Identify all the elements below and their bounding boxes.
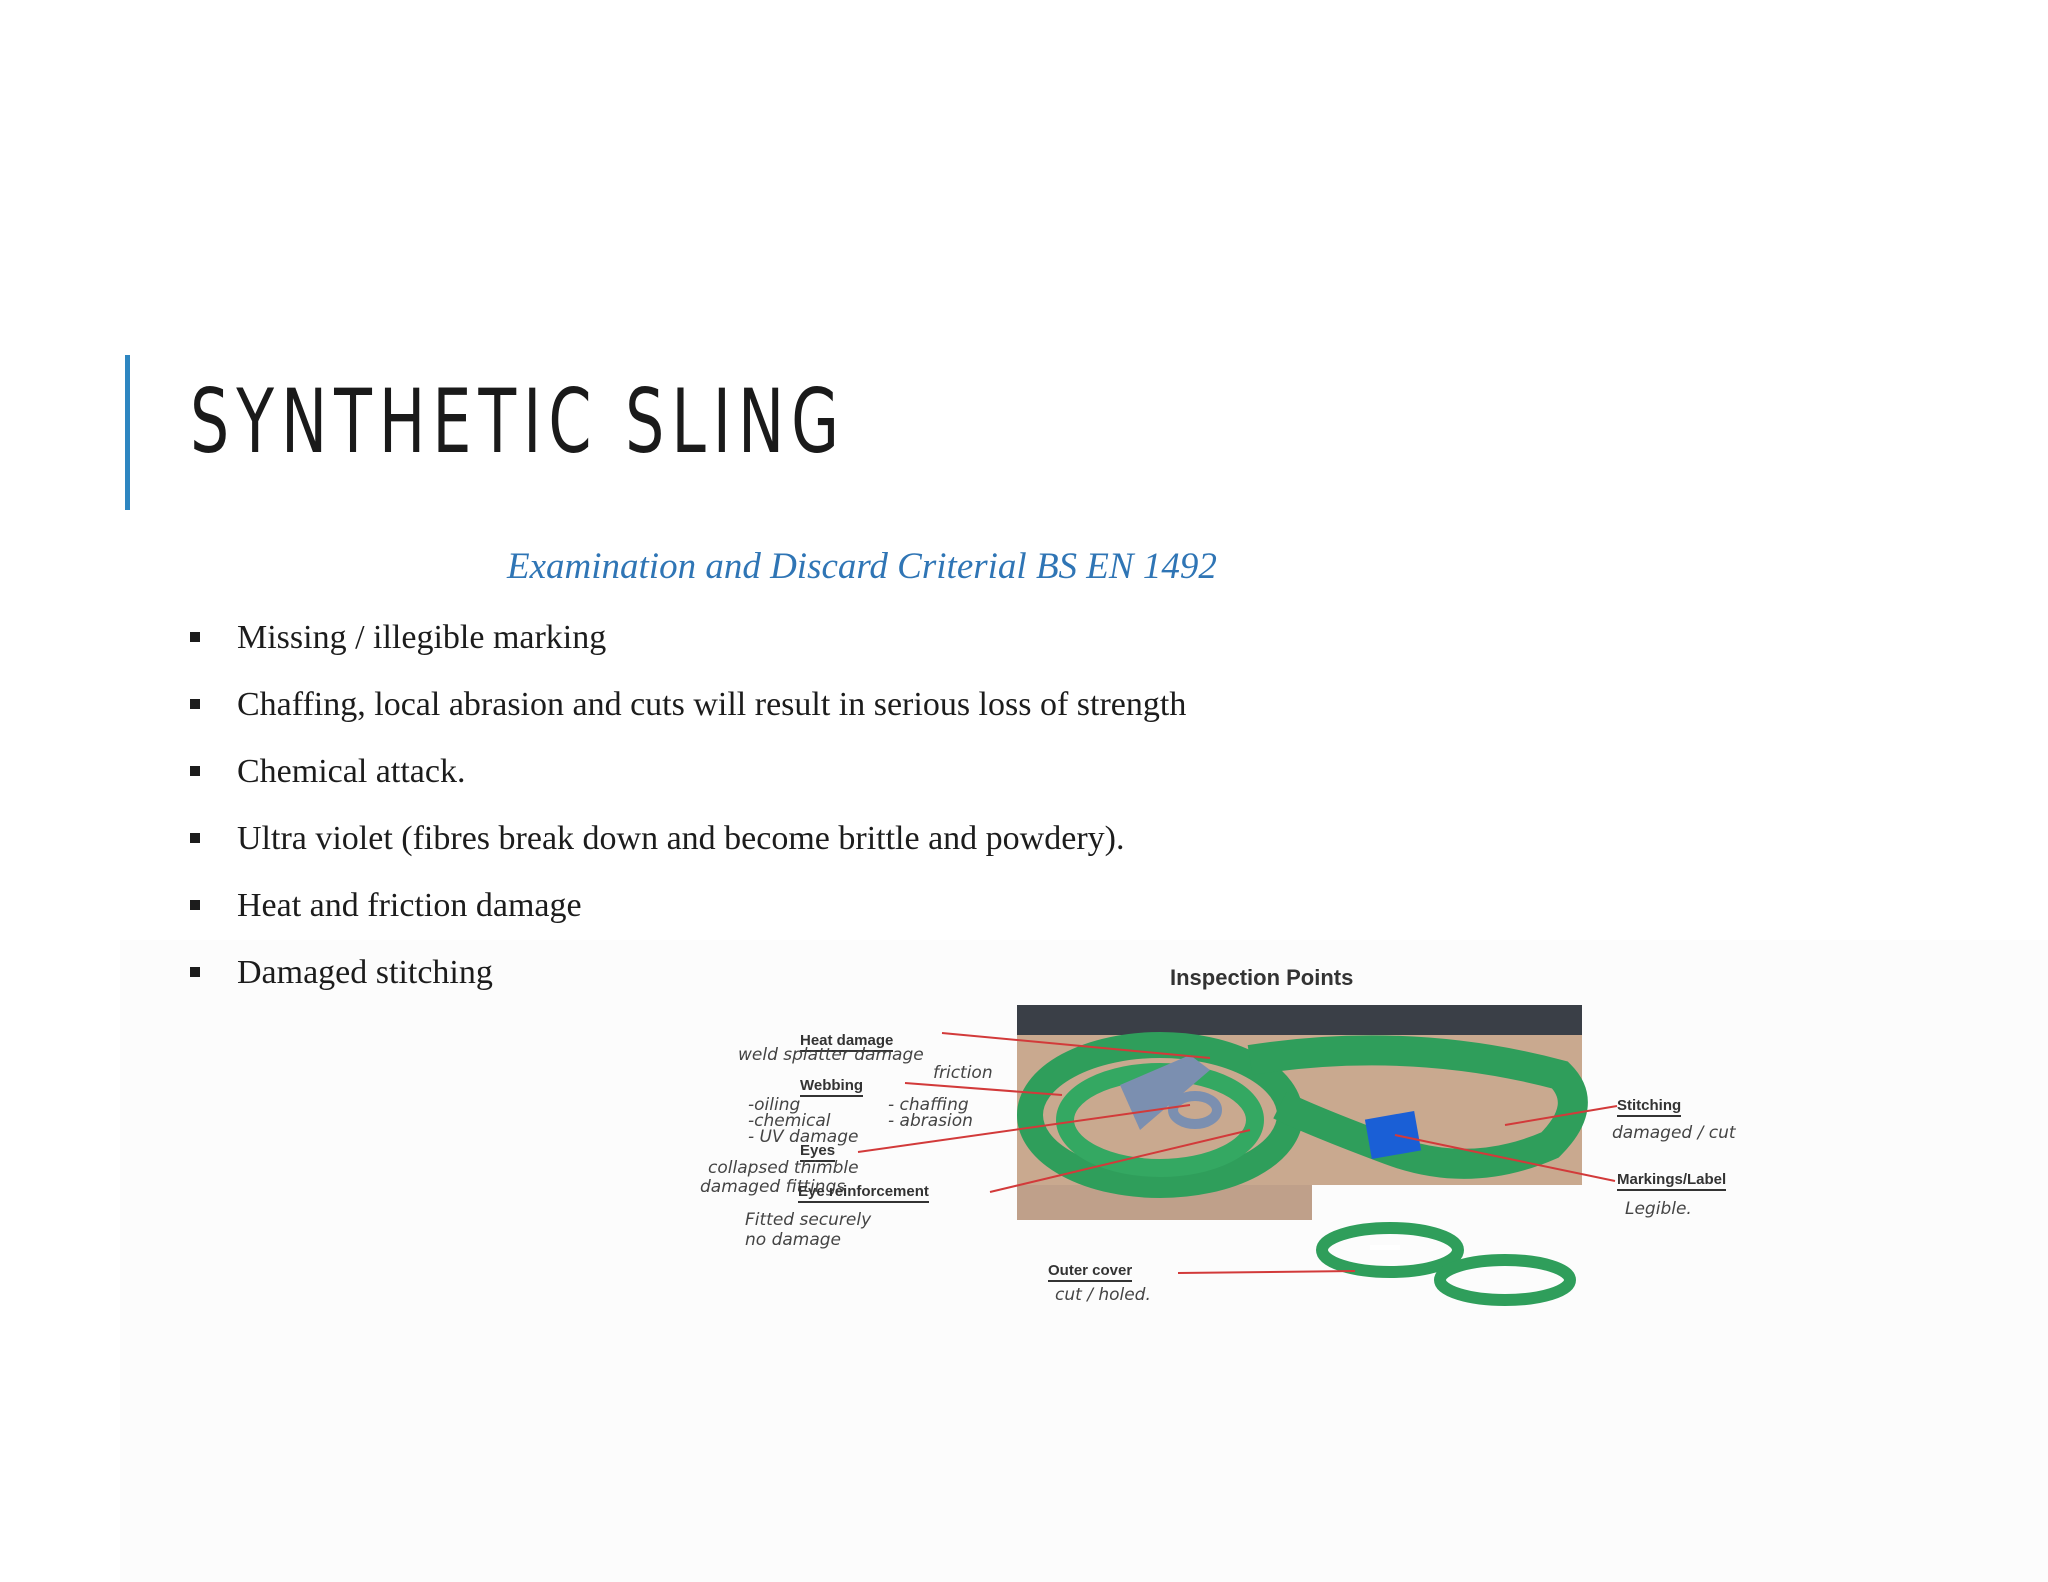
note-webbing-2: - chaffing <box>888 1095 969 1115</box>
inspection-points-figure <box>690 955 1820 1315</box>
bullet-square-icon <box>190 833 200 843</box>
label-eye-reinforcement: Eye reinforcement <box>798 1183 929 1203</box>
bullet-item <box>190 683 1186 750</box>
bullet-item <box>190 750 1186 817</box>
bullet-item <box>190 616 1186 683</box>
note-heat-damage-2: friction <box>933 1063 993 1083</box>
outer-cover-tag-icon <box>1370 1245 1400 1250</box>
bullet-text: Missing / illegible marking <box>237 619 607 656</box>
note-eye-reinforcement-1: Fitted securely <box>745 1210 872 1230</box>
outer-cover-sling-loop-icon <box>1440 1260 1570 1300</box>
label-stitching: Stitching <box>1617 1097 1681 1117</box>
bullet-text: Damaged stitching <box>237 954 493 991</box>
note-webbing-3: -chemical <box>748 1111 831 1131</box>
figure-title: Inspection Points <box>1170 965 1354 990</box>
slide-subtitle: Examination and Discard Criterial BS EN 1492 <box>507 546 1217 587</box>
bullet-square-icon <box>190 766 200 776</box>
title-accent-bar <box>125 355 130 510</box>
slide-title: SYNTHETIC SLING <box>190 370 847 473</box>
note-markings-1: Legible. <box>1625 1199 1692 1219</box>
note-heat-damage-1: weld splatter damage <box>738 1045 924 1065</box>
note-eyes-1: collapsed thimble <box>708 1158 859 1178</box>
label-eyes: Eyes <box>800 1142 835 1162</box>
note-eyes-2: damaged fittings <box>700 1177 846 1197</box>
bullet-text: Heat and friction damage <box>237 887 582 924</box>
bullet-square-icon <box>190 632 200 642</box>
bullet-square-icon <box>190 967 200 977</box>
bullet-text: Chaffing, local abrasion and cuts will result in serious loss of strength <box>237 686 1187 723</box>
label-webbing: Webbing <box>800 1077 863 1097</box>
bullet-text: Chemical attack. <box>237 753 466 790</box>
label-markings: Markings/Label <box>1617 1171 1726 1191</box>
pointer-outer-cover <box>1178 1271 1355 1273</box>
bullet-text: Ultra violet (fibres break down and become brittle and powdery). <box>237 820 1125 857</box>
label-heat-damage: Heat damage <box>800 1032 893 1052</box>
note-eye-reinforcement-2: no damage <box>745 1230 842 1250</box>
bullet-item <box>190 817 1186 884</box>
bullet-square-icon <box>190 699 200 709</box>
photo-top-band <box>1017 1005 1582 1035</box>
note-stitching-1: damaged / cut <box>1612 1123 1736 1143</box>
note-webbing-1: -oiling <box>748 1095 801 1115</box>
marking-label-icon <box>1365 1111 1421 1159</box>
note-webbing-5: - UV damage <box>748 1127 859 1147</box>
bullet-item <box>190 884 1186 951</box>
note-webbing-4: - abrasion <box>888 1111 973 1131</box>
bullet-square-icon <box>190 900 200 910</box>
label-outer-cover: Outer cover <box>1048 1262 1132 1282</box>
note-outer-cover-1: cut / holed. <box>1055 1285 1151 1305</box>
